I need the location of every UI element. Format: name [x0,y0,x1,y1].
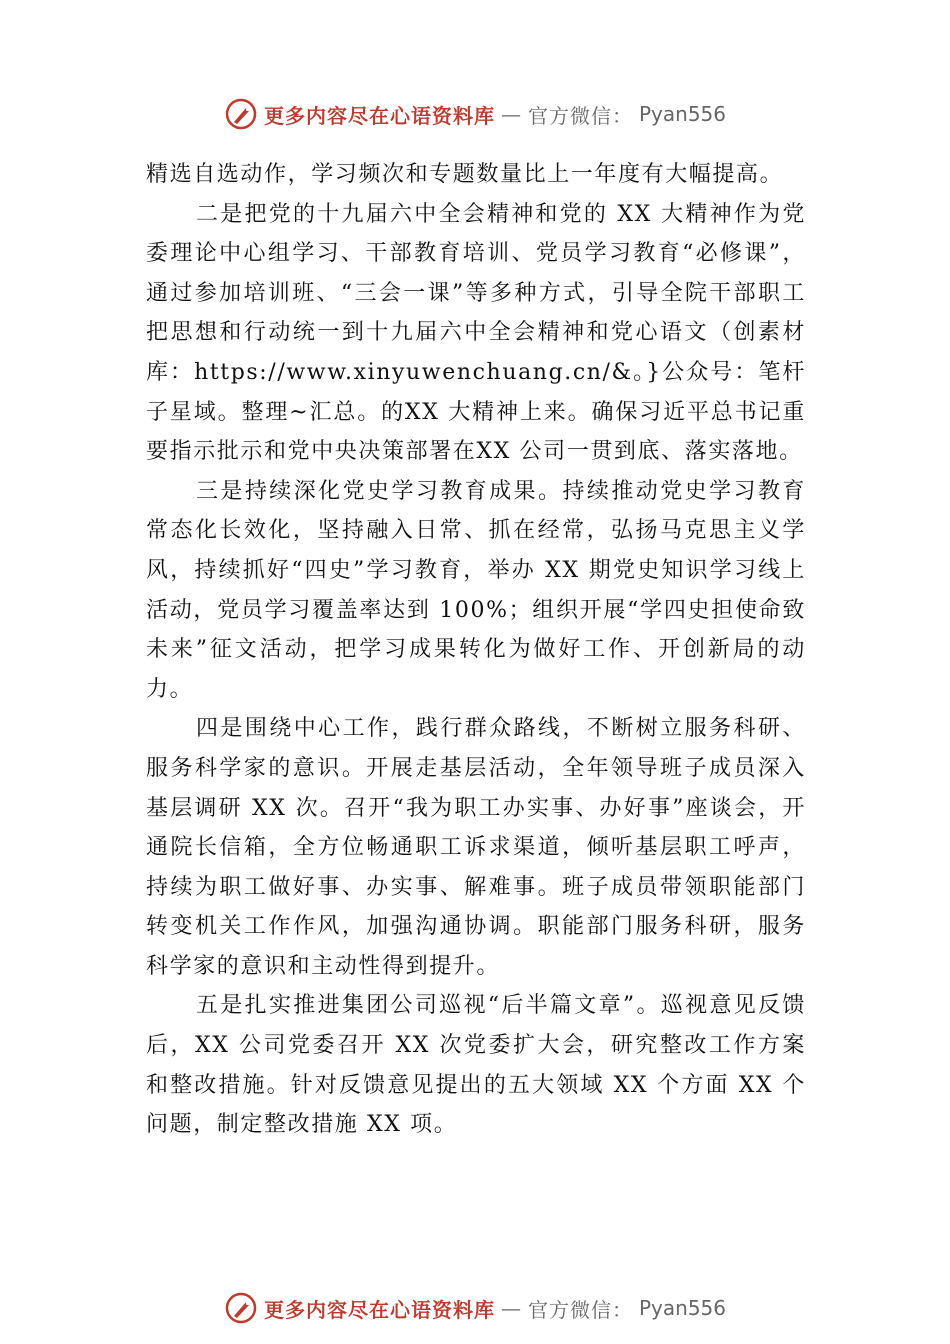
watermark-dash: — [500,1296,522,1320]
paragraph-point-two: 二是把党的十九届六中全会精神和党的 XX 大精神作为党委理论中心组学习、干部教育培训、党员学习教育“必修课”，通过参加培训班、“三会一课”等多种方式，引导全院干部职工把思想和行动统一到十九届六中全会精神和党心语文（创素材库：https://www.xinyuwenchuang.cn/&。}公众号：笔杆子星域。整理~汇总。的XX 大精神上来。确保习近平总书记重要指示批示和党中央决策部署在XX 公司一贯到底、落实落地。 [146,201,806,465]
pen-nib-logo-icon [224,1291,258,1325]
watermark-site-name: 更多内容尽在心语资料库 [263,1297,495,1322]
watermark-wechat-label: 官方微信： [527,1297,633,1322]
watermark-wechat-label: 官方微信： [527,103,633,128]
header-watermark [0,94,950,134]
paragraph-continuation: 精选自选动作，学习频次和专题数量比上一年度有大幅提高。 [146,162,784,187]
footer-watermark [0,1288,950,1328]
watermark-dash: — [500,102,522,126]
pen-nib-logo-icon [224,97,258,131]
paragraph-point-five: 五是扎实推进集团公司巡视“后半篇文章”。巡视意见反馈后，XX 公司党委召开 XX 次党委扩大会，研究整改工作方案和整改措施。针对反馈意见提出的五大领域 XX 个方面 XX 个问题，制定整改措施 XX 项。 [146,993,806,1138]
watermark-wechat-id: Pyan556 [638,1296,726,1320]
watermark-wechat-id: Pyan556 [638,102,726,126]
paragraph-point-three: 三是持续深化党史学习教育成果。持续推动党史学习教育常态化长效化，坚持融入日常、抓在经常，弘扬马克思主义学风，持续抓好“四史”学习教育，举办 XX 期党史知识学习线上活动，党员学习覆盖率达到 100%；组织开展“学四史担使命致未来”征文活动，把学习成果转化为做好工作、开创新局的动力。 [146,478,806,702]
document-body [146,155,806,1145]
paragraph-point-four: 四是围绕中心工作，践行群众路线，不断树立服务科研、服务科学家的意识。开展走基层活动，全年领导班子成员深入基层调研 XX 次。召开“我为职工办实事、办好事”座谈会，开通院长信箱，全方位畅通职工诉求渠道，倾听基层职工呼声，持续为职工做好事、办实事、解难事。班子成员带领职能部门转变机关工作作风，加强沟通协调。职能部门服务科研，服务科学家的意识和主动性得到提升。 [146,716,806,979]
watermark-site-name: 更多内容尽在心语资料库 [263,103,495,128]
